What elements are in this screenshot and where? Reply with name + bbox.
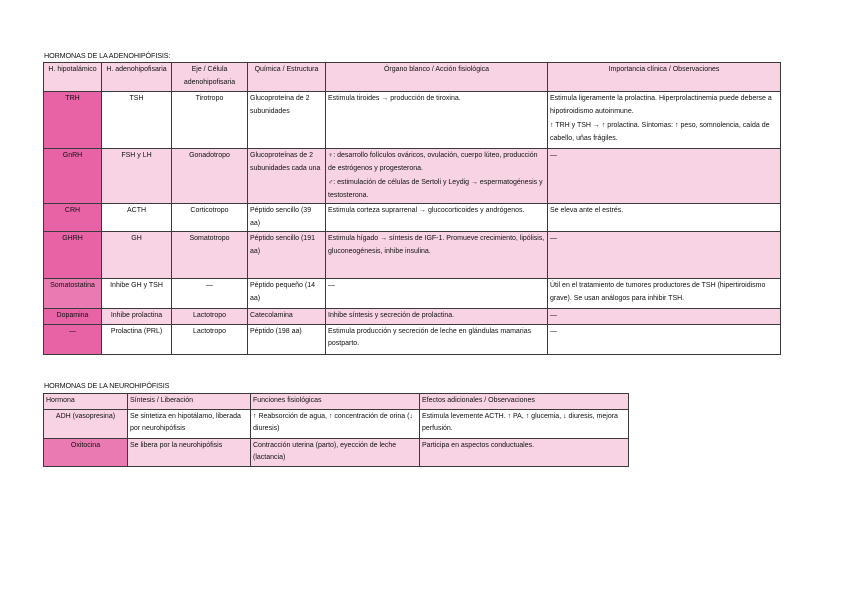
table-row [44,204,781,232]
row-quimica: Catecolamina [248,309,326,325]
row-quimica: Péptido (198 aa) [248,324,326,354]
clinica-note-2: ↑ TRH y TSH → ↑ prolactina. Síntomas: ↑ peso, somnolencia, caída de cabello, uñas frágiles. [550,122,770,142]
row-hipotalamico: Somatostatina [44,279,102,309]
row-clinica: — [548,309,781,325]
row-hipotalamico: TRH [44,92,102,149]
table-row [44,232,781,279]
header-accion: Órgano blanco / Acción fisiológica [326,63,548,92]
neuro-header-row [44,394,629,410]
header-funciones: Funciones fisiológicas [251,394,420,410]
row-accion: Estimula tiroides → producción de tiroxina. [326,92,548,149]
row-eje: — [172,279,248,309]
header-eje: Eje / Célula adenohipofisaria [172,63,248,92]
row-eje: Lactotropo [172,324,248,354]
row-hipotalamico: GHRH [44,232,102,279]
row-accion: — [326,279,548,309]
row-quimica: Péptido sencillo (191 aa) [248,232,326,279]
header-clinica: Importancia clínica / Observaciones [548,63,781,92]
row-adenohipofisaria: GH [102,232,172,279]
row-accion: Estimula hígado → síntesis de IGF-1. Promueve crecimiento, lipólisis, gluconeogénesis, inhibe insulina. [326,232,548,279]
row-eje: Somatotropo [172,232,248,279]
row-quimica: Glucoproteínas de 2 subunidades cada una [248,149,326,204]
row-funciones: Contracción uterina (parto), eyección de leche (lactancia) [251,438,420,466]
table-row [44,324,781,354]
row-quimica: Péptido pequeño (14 aa) [248,279,326,309]
row-efectos: Participa en aspectos conductuales. [420,438,629,466]
row-accion [326,149,548,204]
row-quimica: Glucoproteína de 2 subunidades [248,92,326,149]
row-clinica [548,92,781,149]
row-clinica: Útil en el tratamiento de tumores productores de TSH (hipertiroidismo grave). Se usan análogos para inhibir TSH. [548,279,781,309]
row-clinica: Se eleva ante el estrés. [548,204,781,232]
row-accion: Estimula producción y secreción de leche en glándulas mamarias postparto. [326,324,548,354]
row-accion: Estimula corteza suprarrenal → glucocorticoides y andrógenos. [326,204,548,232]
row-eje: Lactotropo [172,309,248,325]
row-adenohipofisaria: Prolactina (PRL) [102,324,172,354]
header-hormona: Hormona [44,394,128,410]
row-quimica: Péptido sencillo (39 aa) [248,204,326,232]
row-eje: Gonadotropo [172,149,248,204]
row-hipotalamico: CRH [44,204,102,232]
row-hipotalamico: Dopamina [44,309,102,325]
row-sintesis: Se sintetiza en hipotálamo, liberada por neurohipófisis [128,409,251,438]
row-hipotalamico: GnRH [44,149,102,204]
row-adenohipofisaria: Inhibe GH y TSH [102,279,172,309]
header-efectos: Efectos adicionales / Observaciones [420,394,629,410]
row-hipotalamico: — [44,324,102,354]
row-funciones: ↑ Reabsorción de agua, ↑ concentración de orina (↓ diuresis) [251,409,420,438]
header-quimica: Química / Estructura [248,63,326,92]
row-sintesis: Se libera por la neurohipófisis [128,438,251,466]
row-adenohipofisaria: FSH y LH [102,149,172,204]
table-row [44,309,781,325]
accion-male: ♂: estimulación de células de Sertoli y Leydig → espermatogénesis y testosterona. [328,179,543,199]
header-sintesis: Síntesis / Liberación [128,394,251,410]
row-clinica: — [548,149,781,204]
header-adenohipofisaria: H. adenohipofisaria [102,63,172,92]
row-clinica: — [548,324,781,354]
row-efectos: Estimula levemente ACTH. ↑ PA, ↑ glucemia, ↓ diuresis, mejora perfusión. [420,409,629,438]
row-accion: Inhibe síntesis y secreción de prolactina. [326,309,548,325]
row-eje: Tirotropo [172,92,248,149]
accion-female: ♀: desarrollo folículos ováricos, ovulación, cuerpo lúteo, producción de estrógenos y progesterona. [328,152,538,172]
clinica-note-1: Estimula ligeramente la prolactina. Hiperprolactinemia puede deberse a hipotiroidismo autoinmune. [550,95,772,115]
table-row [44,92,781,149]
neuro-title: HORMONAS DE LA NEUROHIPÓFISIS [44,381,170,390]
adeno-table [43,62,781,355]
adeno-header-row [44,63,781,92]
neuro-table [43,393,629,467]
row-adenohipofisaria: TSH [102,92,172,149]
row-eje: Corticotropo [172,204,248,232]
table-row [44,149,781,204]
row-clinica: — [548,232,781,279]
table-row [44,409,629,438]
header-hipotalamico: H. hipotalámico [44,63,102,92]
row-hormona: ADH (vasopresina) [44,409,128,438]
adeno-title: HORMONAS DE LA ADENOHIPÓFISIS: [44,51,171,60]
row-hormona: Oxitocina [44,438,128,466]
row-adenohipofisaria: Inhibe prolactina [102,309,172,325]
table-row [44,279,781,309]
row-adenohipofisaria: ACTH [102,204,172,232]
table-row [44,438,629,466]
